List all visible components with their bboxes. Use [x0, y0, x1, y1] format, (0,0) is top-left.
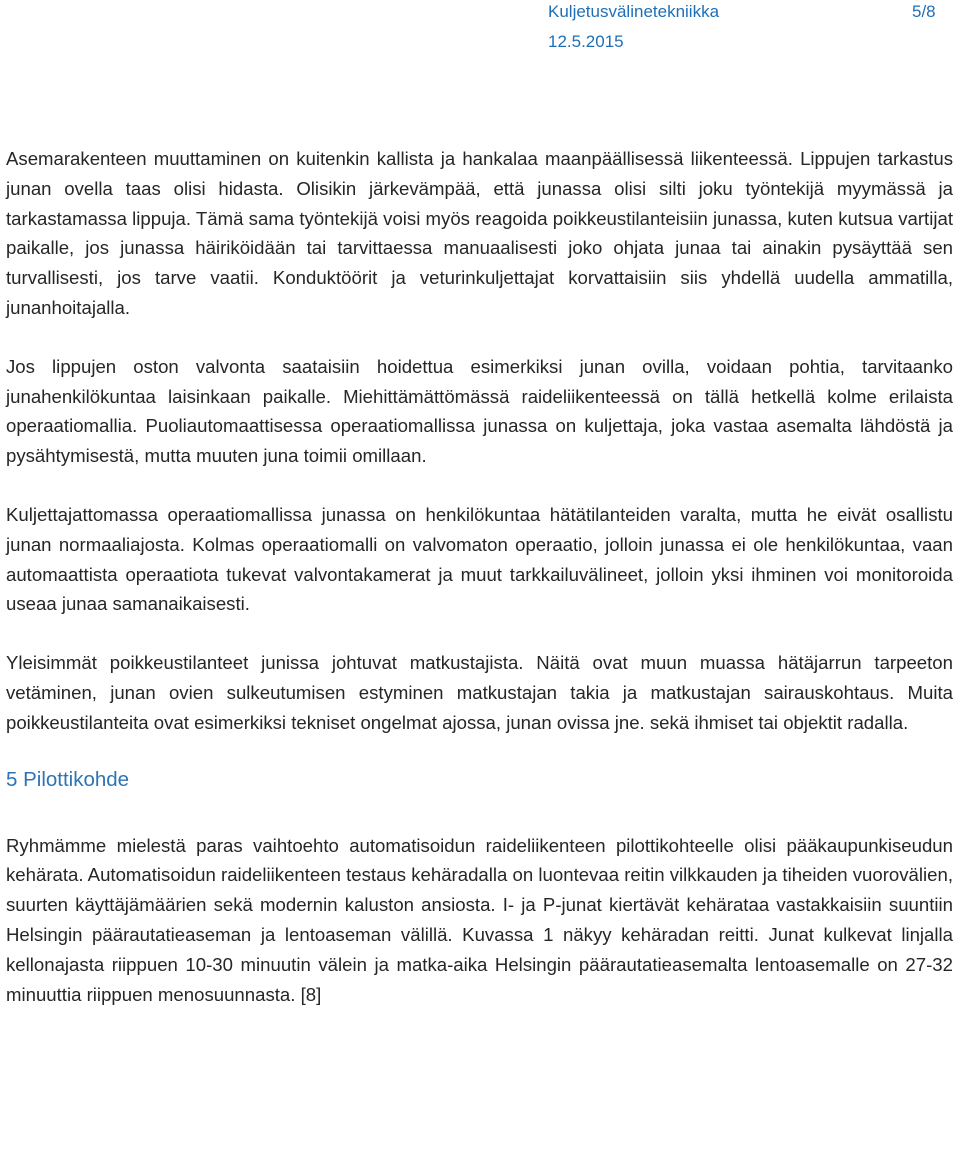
document-body — [6, 144, 953, 1038]
body-paragraph: Jos lippujen oston valvonta saataisiin hoidettua esimerkiksi junan ovilla, voidaan pohtia, tarvitaanko junahenkilökuntaa laisinkaan paikalle. Miehittämättömässä raideliikenteessä on tällä hetkellä kolme erilaista operaatiomallia. Puoliautomaattisessa operaatiomallissa junassa on kuljettaja, joka vastaa asemalta lähdöstä ja pysähtymisestä, mutta muuten juna toimii omillaan. — [6, 355, 953, 467]
body-paragraph: Yleisimmät poikkeustilanteet junissa johtuvat matkustajista. Näitä ovat muun muassa hätäjarrun tarpeeton vetäminen, junan ovien sulkeutumisen estyminen matkustajan takia ja matkustajan sairauskohtaus. Muita poikkeustilanteita ovat esimerkiksi tekniset ongelmat ajossa, junan ovissa jne. sekä ihmiset tai objektit radalla. — [6, 652, 953, 733]
body-paragraph: Asemarakenteen muuttaminen on kuitenkin kallista ja hankalaa maanpäällisessä liikenteessä. Lippujen tarkastus junan ovella taas olisi hidasta. Olisikin järkevämpää, että junassa olisi silti joku työntekijä myymässä ja tarkastamassa lippuja. Tämä sama työntekijä voisi myös reagoida poikkeustilanteisiin junassa, kuten kutsua vartijat paikalle, jos junassa häiriköidään tai tarvittaessa manuaalisesti joko ohjata junaa tai ainakin pysäyttää sen turvallisesti, jos tarve vaatii. Konduktöörit ja veturinkuljettajat korvattaisiin siis yhdellä uudella ammatilla, junanhoitajalla. — [6, 148, 953, 318]
page-number: 5/8 — [912, 2, 936, 21]
document-date: 12.5.2015 — [548, 32, 624, 51]
body-paragraph: Kuljettajattomassa operaatiomallissa junassa on henkilökuntaa hätätilanteiden varalta, mutta he eivät osallistu junan normaaliajosta. Kolmas operaatiomalli on valvomaton operaatio, jolloin junassa ei ole henkilökuntaa, vaan automaattista operaatiota tukevat valvontakamerat ja muut tarkkailuvälineet, jolloin yksi ihminen voi monitoroida useaa junaa samanaikaisesti. — [6, 503, 953, 615]
section-paragraph: Ryhmämme mielestä paras vaihtoehto automatisoidun raideliikenteen pilottikohteelle olisi pääkaupunkiseudun kehärata. Automatisoidun raideliikenteen testaus kehäradalla on luontevaa reitin vilkkauden ja tiheiden vuorovälien, suurten käyttäjämäärien sekä modernin kaluston ansiosta. I- ja P-junat kiertävät kehärataa vastakkaisiin suuntiin Helsingin päärautatieaseman ja lentoaseman välillä. Kuvassa 1 näkyy kehäradan reitti. Junat kulkevat linjalla kellonajasta riippuen 10-30 minuutin välein ja matka-aika Helsingin päärautatieasemalta lentoasemalle on 27-32 minuuttia riippuen menosuunnasta. [8] — [6, 834, 953, 1005]
section-heading: 5 Pilottikohde — [6, 767, 130, 791]
document-title: Kuljetusvälinetekniikka — [548, 2, 720, 21]
